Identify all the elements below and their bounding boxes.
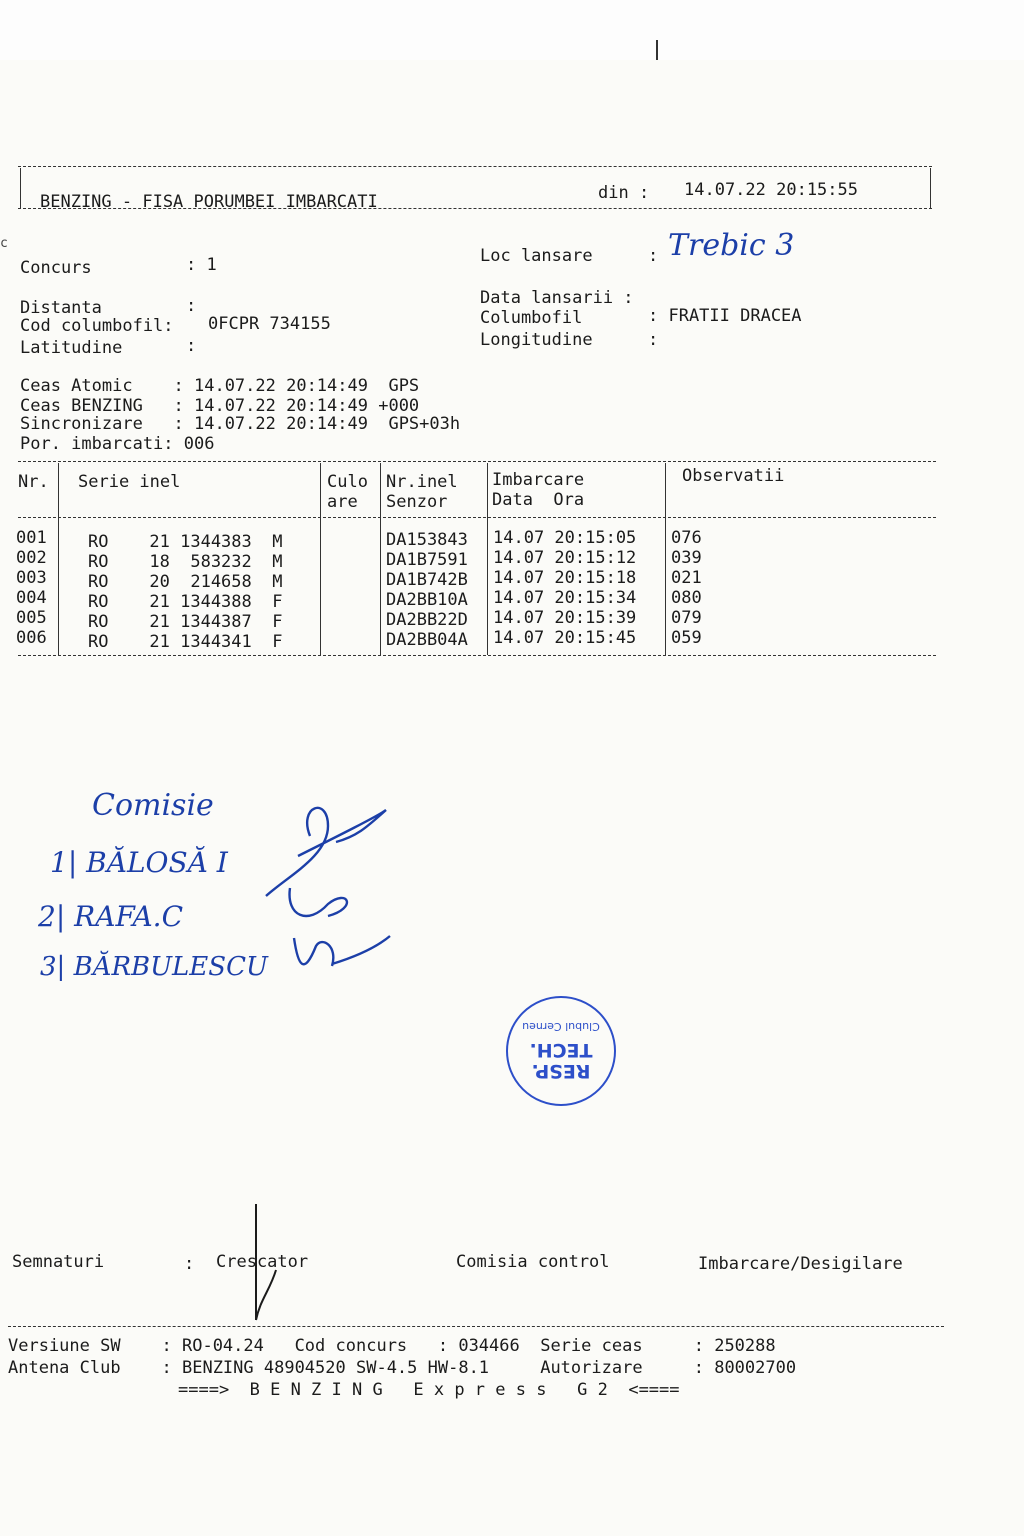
cell-observatii: 076 (671, 528, 702, 548)
cell-senzor: DA2BB10A (386, 590, 468, 610)
cod-columbofil-label: Cod columbofil: (20, 316, 174, 336)
header-top-rule (18, 166, 932, 167)
cell-observatii: 059 (671, 628, 702, 648)
comisia-control-label: Comisia control (456, 1252, 610, 1272)
col-sep-3 (380, 463, 381, 655)
longitudine-label: Longitudine (480, 330, 593, 350)
cell-imbarcare: 14.07 20:15:12 (493, 548, 637, 568)
crescator-label: Crescator (216, 1252, 309, 1272)
cell-nr: 003 (16, 568, 47, 588)
table-header-rule (18, 517, 936, 518)
th-serie: Serie inel (78, 472, 181, 492)
th-nr: Nr. (18, 472, 49, 492)
distanta-label: Distanta (20, 298, 102, 318)
data-lansarii-label: Data lansarii : (480, 288, 634, 308)
cell-senzor: DA1B742B (386, 570, 468, 590)
cell-serie: RO 21 1344387 F (88, 612, 283, 632)
cell-nr: 004 (16, 588, 47, 608)
signature-scribble (258, 796, 398, 996)
col-sep-5 (665, 463, 666, 655)
cell-senzor: DA2BB22D (386, 610, 468, 630)
porumbei-imbarcati: Por. imbarcati: 006 (20, 434, 215, 454)
handwritten-member-1: 1| BĂLOSĂ I (50, 846, 228, 879)
latitudine-value: : (186, 336, 197, 356)
col-sep-4 (487, 463, 488, 655)
header-left-bar (20, 168, 21, 208)
th-imbarcare-2: Data Ora (492, 490, 585, 510)
ceas-benzing: Ceas BENZING : 14.07.22 20:14:49 +000 (20, 396, 420, 416)
stamp-line-1: RESP. (531, 1060, 591, 1083)
footer-banner: ====> B E N Z I N G E x p r e s s G 2 <==== (178, 1380, 680, 1400)
cell-serie: RO 20 214658 M (88, 572, 283, 592)
th-senzor-2: Senzor (386, 492, 448, 512)
cell-serie: RO 21 1344388 F (88, 592, 283, 612)
sincronizare: Sincronizare : 14.07.22 20:14:49 GPS+03h (20, 414, 461, 434)
th-senzor-1: Nr.inel (386, 472, 458, 492)
th-imbarcare-1: Imbarcare (492, 470, 585, 490)
footer-rule (8, 1326, 944, 1327)
cell-senzor: DA1B7591 (386, 550, 468, 570)
cell-imbarcare: 14.07 20:15:45 (493, 628, 637, 648)
cod-columbofil-value: 0FCPR 734155 (208, 314, 331, 334)
cell-senzor: DA153843 (386, 530, 468, 550)
table-bottom-rule (18, 655, 936, 656)
cell-imbarcare: 14.07 20:15:05 (493, 528, 637, 548)
col-sep-1 (58, 463, 59, 655)
imbarcare-desigilare-label: Imbarcare/Desigilare (698, 1254, 903, 1274)
th-culoare-1: Culo (327, 472, 368, 492)
columbofil-label: Columbofil (480, 308, 583, 328)
cell-nr: 005 (16, 608, 47, 628)
loc-lansare-sep: : (648, 246, 659, 266)
th-observatii: Observatii (682, 466, 785, 486)
loc-lansare-label: Loc lansare (480, 246, 593, 266)
cell-serie: RO 18 583232 M (88, 552, 283, 572)
footer-line-1: Versiune SW : RO-04.24 Cod concurs : 034466 Serie ceas : 250288 (8, 1336, 776, 1356)
document-title: BENZING - FISA PORUMBEI IMBARCATI (40, 192, 378, 212)
table-top-rule (18, 461, 936, 462)
col-sep-2 (320, 463, 321, 655)
longitudine-value: : (648, 330, 659, 350)
cell-senzor: DA2BB04A (386, 630, 468, 650)
latitudine-label: Latitudine (20, 338, 123, 358)
date-label: din : (598, 183, 650, 203)
cell-imbarcare: 14.07 20:15:39 (493, 608, 637, 628)
th-culoare-2: are (327, 492, 358, 512)
stamp-line-3: Clubul Cerneu (522, 1020, 600, 1034)
concurs-value: : 1 (186, 255, 217, 275)
columbofil-value: : FRATII DRACEA (648, 306, 802, 326)
cell-nr: 001 (16, 528, 47, 548)
semnaturi-sep: : (184, 1254, 195, 1274)
concurs-label: Concurs (20, 258, 92, 278)
cell-nr: 002 (16, 548, 47, 568)
cell-imbarcare: 14.07 20:15:18 (493, 568, 637, 588)
date-value: 14.07.22 20:15:55 (684, 180, 858, 200)
cell-observatii: 080 (671, 588, 702, 608)
cell-imbarcare: 14.07 20:15:34 (493, 588, 637, 608)
handwritten-comisie: Comisie (92, 788, 214, 823)
cell-serie: RO 21 1344341 F (88, 632, 283, 652)
loc-lansare-handwritten: Trebic 3 (668, 228, 795, 263)
crescator-signature (240, 1200, 280, 1330)
clipped-edge-text: c (0, 236, 8, 251)
handwritten-member-2: 2| RAFA.C (38, 900, 183, 933)
header-right-bar (930, 168, 931, 208)
ceas-atomic: Ceas Atomic : 14.07.22 20:14:49 GPS (20, 376, 420, 396)
resp-tech-stamp (506, 996, 616, 1106)
cell-observatii: 039 (671, 548, 702, 568)
cell-observatii: 021 (671, 568, 702, 588)
stamp-line-2: TECH. (529, 1039, 593, 1062)
distanta-value: : (186, 296, 197, 316)
cell-nr: 006 (16, 628, 47, 648)
footer-line-2: Antena Club : BENZING 48904520 SW-4.5 HW-8.1 Autorizare : 80002700 (8, 1358, 797, 1378)
handwritten-member-3: 3| BĂRBULESCU (40, 952, 268, 982)
cell-serie: RO 21 1344383 M (88, 532, 283, 552)
cell-observatii: 079 (671, 608, 702, 628)
semnaturi-label: Semnaturi (12, 1252, 105, 1272)
